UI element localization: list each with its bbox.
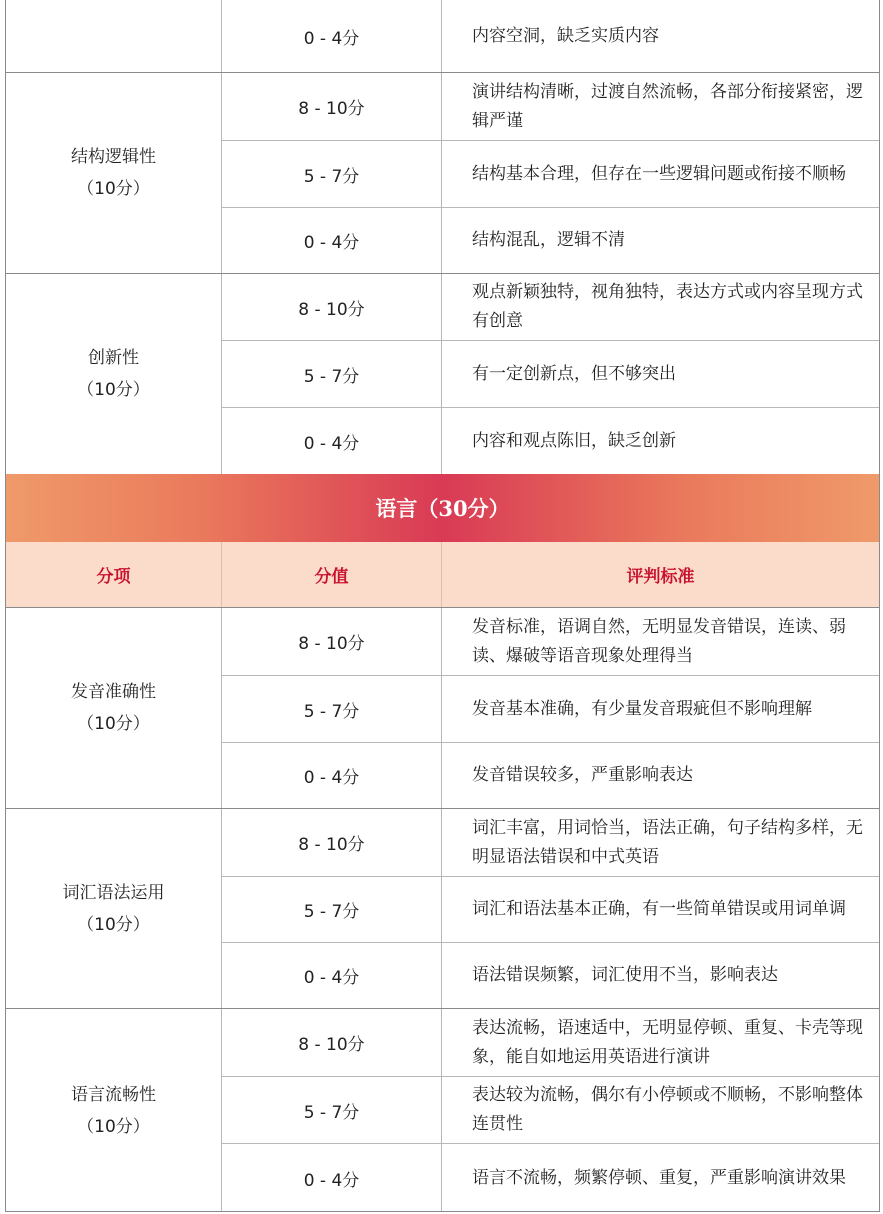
score-range: 5 - 7分 bbox=[222, 877, 442, 942]
category-cell bbox=[6, 809, 222, 1008]
category-name: 语言流畅性 bbox=[71, 1084, 156, 1105]
criterion-text: 表达流畅，语速适中，无明显停顿、重复、卡壳等现象，能自如地运用英语进行演讲 bbox=[472, 1017, 863, 1067]
criterion-text: 词汇和语法基本正确，有一些简单错误或用词单调 bbox=[472, 899, 846, 919]
content-group-continued bbox=[6, 0, 879, 73]
category-points: （10分） bbox=[77, 179, 150, 199]
criterion-text: 内容空洞，缺乏实质内容 bbox=[472, 25, 659, 46]
rubric-row bbox=[222, 274, 879, 340]
rubric-row bbox=[222, 407, 879, 474]
table-header-row bbox=[6, 542, 879, 608]
score-range: 8 - 10分 bbox=[222, 608, 442, 675]
rubric-row bbox=[222, 742, 879, 808]
criterion-group-vocabulary-grammar bbox=[6, 809, 879, 1009]
criterion-text: 表达较为流畅，偶尔有小停顿或不顺畅，不影响整体连贯性 bbox=[472, 1085, 863, 1134]
rubric-row bbox=[222, 140, 879, 207]
rubric-row bbox=[222, 942, 879, 1008]
criterion-text: 结构基本合理，但存在一些逻辑问题或衔接不顺畅 bbox=[472, 163, 846, 184]
criterion-text: 有一定创新点，但不够突出 bbox=[472, 363, 676, 384]
rubric-row bbox=[222, 876, 879, 942]
category-cell bbox=[6, 608, 222, 808]
header-item: 分项 bbox=[6, 542, 222, 607]
score-range: 0 - 4分 bbox=[222, 943, 442, 1008]
scoring-rubric-table bbox=[5, 0, 880, 1212]
criterion-text: 结构混乱，逻辑不清 bbox=[472, 230, 625, 250]
category-cell bbox=[6, 274, 222, 474]
criterion-text: 发音错误较多，严重影响表达 bbox=[472, 765, 693, 785]
criterion-text: 内容和观点陈旧，缺乏创新 bbox=[472, 430, 676, 451]
criterion-text: 词汇丰富，用词恰当，语法正确，句子结构多样，无明显语法错误和中式英语 bbox=[472, 817, 863, 867]
criterion-text: 语言不流畅，频繁停顿、重复，严重影响演讲效果 bbox=[472, 1167, 846, 1188]
score-range: 8 - 10分 bbox=[222, 73, 442, 140]
category-points: （10分） bbox=[77, 914, 150, 935]
score-range: 0 - 4分 bbox=[222, 743, 442, 808]
rubric-row bbox=[222, 207, 879, 273]
category-cell bbox=[6, 73, 222, 273]
criterion-text: 演讲结构清晰，过渡自然流畅，各部分衔接紧密，逻辑严谨 bbox=[472, 81, 863, 131]
rubric-row bbox=[222, 1076, 879, 1143]
score-range: 0 - 4分 bbox=[222, 208, 442, 273]
score-range: 0 - 4分 bbox=[222, 0, 442, 72]
score-range: 0 - 4分 bbox=[222, 408, 442, 474]
criterion-group-innovation bbox=[6, 274, 879, 474]
criterion-text: 观点新颖独特，视角独特，表达方式或内容呈现方式有创意 bbox=[472, 282, 863, 331]
category-points: （10分） bbox=[77, 1116, 150, 1137]
category-name: 结构逻辑性 bbox=[71, 147, 156, 167]
rubric-row bbox=[222, 675, 879, 742]
category-cell-empty bbox=[6, 0, 222, 72]
category-name: 词汇语法运用 bbox=[62, 882, 165, 903]
score-range: 5 - 7分 bbox=[222, 676, 442, 742]
rubric-row bbox=[222, 340, 879, 407]
score-range: 5 - 7分 bbox=[222, 341, 442, 407]
criterion-text: 发音基本准确，有少量发音瑕疵但不影响理解 bbox=[472, 698, 812, 719]
rubric-row bbox=[222, 0, 879, 72]
score-range: 8 - 10分 bbox=[222, 809, 442, 876]
category-cell bbox=[6, 1009, 222, 1212]
rubric-row bbox=[222, 73, 879, 140]
category-points: （10分） bbox=[77, 714, 150, 734]
rubric-row bbox=[222, 1009, 879, 1076]
criterion-text: 语法错误频繁，词汇使用不当，影响表达 bbox=[472, 965, 778, 985]
category-name: 创新性 bbox=[88, 348, 139, 368]
score-range: 0 - 4分 bbox=[222, 1144, 442, 1212]
score-range: 8 - 10分 bbox=[222, 274, 442, 340]
header-criteria: 评判标准 bbox=[626, 567, 695, 587]
rubric-row bbox=[222, 1143, 879, 1212]
criterion-group-pronunciation bbox=[6, 608, 879, 809]
score-range: 5 - 7分 bbox=[222, 141, 442, 207]
rubric-row bbox=[222, 809, 879, 876]
category-name: 发音准确性 bbox=[71, 682, 156, 702]
header-score: 分值 bbox=[222, 542, 442, 607]
score-range: 8 - 10分 bbox=[222, 1009, 442, 1076]
criterion-group-fluency bbox=[6, 1009, 879, 1212]
rubric-row bbox=[222, 608, 879, 675]
section-banner bbox=[6, 474, 879, 542]
section-title: 语言（30分） bbox=[375, 496, 510, 521]
criterion-text: 发音标准，语调自然，无明显发音错误，连读、弱读、爆破等语音现象处理得当 bbox=[472, 616, 846, 666]
score-range: 5 - 7分 bbox=[222, 1077, 442, 1143]
criterion-group-structure bbox=[6, 73, 879, 274]
category-points: （10分） bbox=[77, 380, 150, 400]
